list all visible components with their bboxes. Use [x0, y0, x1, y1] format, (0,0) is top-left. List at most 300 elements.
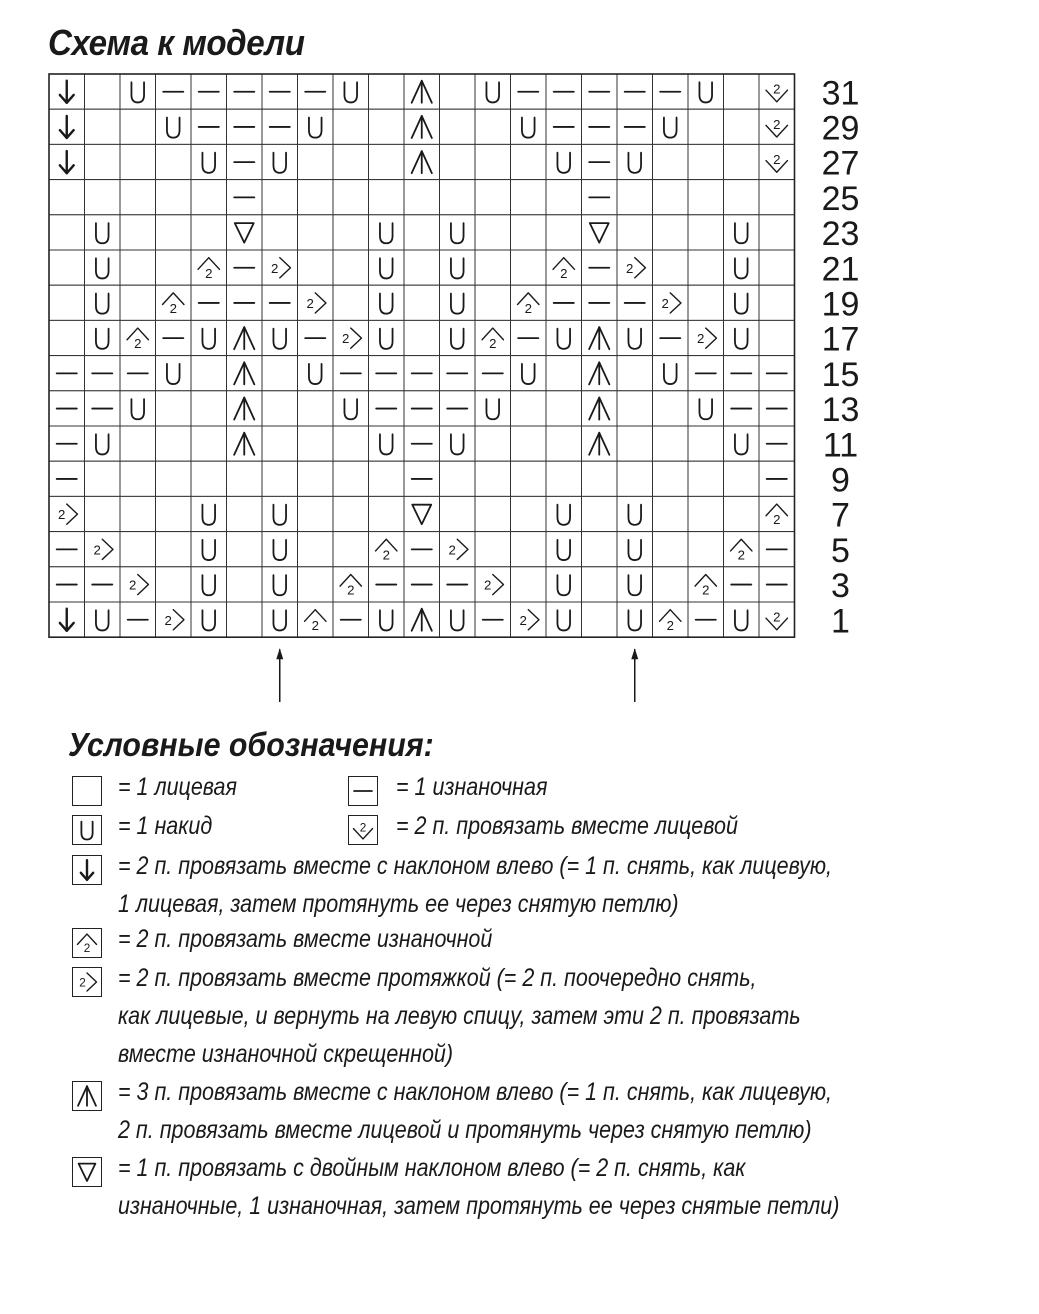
chart-cell — [582, 320, 618, 355]
chart-cell — [404, 109, 440, 144]
chart-cell — [759, 320, 795, 355]
chart-cell — [440, 74, 476, 109]
chart-cell — [85, 109, 121, 144]
chart-cell — [617, 426, 653, 461]
svg-text:2: 2 — [773, 609, 781, 625]
chart-cell — [333, 74, 369, 109]
chart-cell — [759, 567, 795, 602]
chart-cell — [475, 144, 511, 179]
chart-cell — [404, 461, 440, 496]
chart-cell — [475, 461, 511, 496]
chart-cell — [511, 74, 547, 109]
chart-cell — [262, 567, 298, 602]
chart-cell — [582, 144, 618, 179]
chart-cell — [404, 180, 440, 215]
chart-cell — [688, 356, 724, 391]
repeat-marker-arrow — [631, 648, 638, 702]
chart-cell — [688, 320, 724, 355]
chart-cell — [120, 426, 156, 461]
chart-cell — [404, 356, 440, 391]
chart-cell — [156, 567, 192, 602]
chart-cell — [759, 461, 795, 496]
chart-cell — [369, 215, 405, 250]
svg-text:2: 2 — [382, 547, 390, 563]
chart-cell — [120, 180, 156, 215]
row-number: 5 — [831, 531, 850, 570]
chart-cell — [49, 144, 85, 179]
tbl2tog-symbol — [73, 968, 101, 996]
chart-cell — [617, 496, 653, 531]
chart-cell — [546, 144, 582, 179]
chart-cell — [156, 320, 192, 355]
chart-cell — [617, 320, 653, 355]
chart-cell — [440, 426, 476, 461]
chart-cell — [49, 532, 85, 567]
chart-cell — [653, 180, 689, 215]
chart-cell — [369, 567, 405, 602]
chart-cell — [546, 426, 582, 461]
chart-cell — [49, 496, 85, 531]
chart-cell — [475, 320, 511, 355]
knit-symbol — [73, 777, 101, 805]
svg-text:2: 2 — [58, 507, 66, 523]
row-number: 21 — [821, 250, 860, 289]
chart-cell — [333, 215, 369, 250]
chart-cell — [759, 285, 795, 320]
chart-cell — [227, 356, 263, 391]
chart-cell — [85, 356, 121, 391]
chart-cell — [156, 215, 192, 250]
chart-cell — [262, 109, 298, 144]
chart-cell — [511, 250, 547, 285]
chart-cell — [617, 461, 653, 496]
chart-cell — [582, 602, 618, 637]
chart-cell — [191, 109, 227, 144]
chart-cell — [333, 567, 369, 602]
chart-cell — [262, 250, 298, 285]
chart-cell — [156, 180, 192, 215]
chart-cell — [369, 180, 405, 215]
chart-cell — [49, 180, 85, 215]
chart-cell — [120, 144, 156, 179]
chart-cell — [440, 285, 476, 320]
legend-symbol-box — [72, 855, 102, 885]
chart-cell — [653, 74, 689, 109]
chart-cell — [617, 180, 653, 215]
chart-cell — [546, 567, 582, 602]
chart-cell — [653, 602, 689, 637]
chart-cell — [85, 285, 121, 320]
chart-cell — [475, 180, 511, 215]
chart-cell — [653, 285, 689, 320]
svg-text:2: 2 — [560, 265, 568, 281]
chart-cell — [511, 461, 547, 496]
chart-cell — [617, 567, 653, 602]
chart-cell — [546, 320, 582, 355]
chart-cell — [369, 532, 405, 567]
chart-cell — [511, 532, 547, 567]
svg-text:2: 2 — [271, 260, 279, 276]
chart-cell — [404, 567, 440, 602]
svg-text:2: 2 — [773, 152, 781, 168]
chart-cell — [511, 496, 547, 531]
chart-cell — [617, 285, 653, 320]
chart-cell — [404, 426, 440, 461]
row-number: 3 — [831, 567, 850, 606]
svg-text:2: 2 — [773, 116, 781, 132]
chart-cell — [440, 144, 476, 179]
chart-cell — [262, 532, 298, 567]
chart-cell — [191, 602, 227, 637]
chart-cell — [369, 356, 405, 391]
chart-cell — [227, 215, 263, 250]
svg-text:2: 2 — [129, 577, 137, 593]
chart-cell — [511, 109, 547, 144]
svg-text:2: 2 — [773, 512, 781, 528]
chart-cell — [759, 602, 795, 637]
chart-cell — [511, 144, 547, 179]
chart-cell — [262, 461, 298, 496]
chart-cell — [440, 602, 476, 637]
chart-cell — [156, 532, 192, 567]
chart-cell — [156, 285, 192, 320]
chart-cell — [440, 320, 476, 355]
chart-cell — [511, 180, 547, 215]
legend-text: = 1 лицевая — [118, 773, 237, 801]
chart-cell — [688, 109, 724, 144]
chart-cell — [617, 215, 653, 250]
double-left-slant-symbol — [73, 1158, 101, 1186]
chart-cell — [404, 391, 440, 426]
chart-cell — [617, 391, 653, 426]
chart-cell — [546, 215, 582, 250]
chart-cell — [404, 285, 440, 320]
chart-cell — [369, 496, 405, 531]
svg-text:2: 2 — [134, 336, 142, 352]
chart-cell — [582, 496, 618, 531]
row-number: 15 — [821, 355, 860, 394]
row-number: 17 — [821, 320, 860, 359]
svg-text:2: 2 — [205, 265, 213, 281]
chart-cell — [333, 426, 369, 461]
row-number: 13 — [821, 391, 860, 430]
chart-cell — [227, 532, 263, 567]
chart-cell — [724, 250, 760, 285]
chart-cell — [85, 496, 121, 531]
svg-text:2: 2 — [448, 542, 456, 558]
svg-text:2: 2 — [311, 617, 319, 633]
chart-cell — [653, 567, 689, 602]
legend-text: = 1 изнаночная — [396, 773, 548, 801]
legend-symbol-box — [72, 1157, 102, 1187]
chart-cell — [546, 250, 582, 285]
chart-cell — [653, 215, 689, 250]
svg-text:2: 2 — [83, 941, 91, 955]
chart-cell — [653, 496, 689, 531]
chart-cell — [333, 532, 369, 567]
chart-cell — [191, 215, 227, 250]
chart-cell — [49, 74, 85, 109]
chart-cell — [688, 461, 724, 496]
chart-cell — [688, 180, 724, 215]
chart-cell — [653, 250, 689, 285]
legend-text: = 2 п. провязать вместе с наклоном влево (= 1 п. снять, как лицевую, — [118, 852, 833, 880]
chart-cell — [120, 215, 156, 250]
row-number: 7 — [831, 496, 850, 535]
legend-symbol-box — [348, 776, 378, 806]
chart-cell — [85, 567, 121, 602]
chart-cell — [688, 602, 724, 637]
legend-symbol-box — [348, 815, 378, 845]
chart-cell — [191, 285, 227, 320]
chart-cell — [333, 356, 369, 391]
chart-cell — [759, 144, 795, 179]
chart-cell — [85, 250, 121, 285]
chart-cell — [262, 602, 298, 637]
chart-cell — [617, 109, 653, 144]
chart-cell — [85, 602, 121, 637]
chart-cell — [298, 74, 334, 109]
chart-cell — [546, 602, 582, 637]
chart-cell — [688, 532, 724, 567]
chart-cell — [369, 426, 405, 461]
chart-cell — [333, 180, 369, 215]
chart-cell — [227, 461, 263, 496]
chart-cell — [724, 567, 760, 602]
chart-cell — [511, 567, 547, 602]
chart-cell — [298, 144, 334, 179]
chart-cell — [156, 426, 192, 461]
chart-cell — [546, 285, 582, 320]
svg-text:2: 2 — [347, 582, 355, 598]
chart-cell — [546, 461, 582, 496]
svg-text:2: 2 — [666, 617, 674, 633]
legend-text: вместе изнаночной скрещенной) — [118, 1040, 454, 1068]
chart-cell — [759, 180, 795, 215]
chart-cell — [582, 532, 618, 567]
chart-cell — [227, 496, 263, 531]
chart-cell — [333, 391, 369, 426]
chart-cell — [227, 180, 263, 215]
chart-cell — [227, 144, 263, 179]
chart-cell — [582, 215, 618, 250]
chart-cell — [475, 532, 511, 567]
row-number: 9 — [831, 461, 850, 500]
chart-cell — [546, 391, 582, 426]
chart-cell — [191, 567, 227, 602]
chart-cell — [440, 567, 476, 602]
legend-text: = 2 п. провязать вместе протяжкой (= 2 п. поочередно снять, — [118, 964, 757, 992]
chart-cell — [404, 74, 440, 109]
chart-cell — [49, 461, 85, 496]
chart-cell — [759, 391, 795, 426]
chart-cell — [404, 144, 440, 179]
chart-cell — [724, 496, 760, 531]
chart-cell — [262, 215, 298, 250]
chart-cell — [653, 391, 689, 426]
chart-cell — [688, 144, 724, 179]
chart-cell — [298, 532, 334, 567]
k3tog-left-symbol — [73, 1082, 101, 1110]
ssk-symbol — [73, 856, 101, 884]
svg-text:2: 2 — [306, 295, 314, 311]
row-number: 27 — [821, 144, 860, 183]
chart-cell — [49, 356, 85, 391]
chart-cell — [404, 496, 440, 531]
row-number: 25 — [821, 179, 860, 218]
chart-cell — [333, 144, 369, 179]
chart-cell — [724, 74, 760, 109]
chart-cell — [582, 356, 618, 391]
chart-cell — [298, 391, 334, 426]
chart-cell — [227, 109, 263, 144]
chart-cell — [333, 461, 369, 496]
chart-cell — [653, 356, 689, 391]
svg-text:2: 2 — [773, 81, 781, 97]
chart-cell — [759, 356, 795, 391]
svg-text:2: 2 — [169, 301, 177, 317]
chart-cell — [120, 602, 156, 637]
svg-text:2: 2 — [737, 547, 745, 563]
chart-cell — [724, 215, 760, 250]
chart-cell — [191, 496, 227, 531]
chart-cell — [653, 532, 689, 567]
chart-cell — [759, 532, 795, 567]
chart-cell — [404, 250, 440, 285]
svg-text:2: 2 — [661, 295, 669, 311]
chart-cell — [440, 250, 476, 285]
legend-text: 2 п. провязать вместе лицевой и протянуть через снятую петлю) — [118, 1116, 812, 1144]
chart-cell — [298, 426, 334, 461]
knitting-chart — [48, 72, 868, 702]
chart-cell — [120, 356, 156, 391]
svg-text:2: 2 — [342, 331, 350, 347]
legend-title: Условные обозначения: — [68, 726, 434, 763]
chart-cell — [724, 602, 760, 637]
chart-cell — [262, 285, 298, 320]
chart-cell — [120, 74, 156, 109]
chart-cell — [262, 144, 298, 179]
chart-cell — [191, 144, 227, 179]
chart-cell — [156, 109, 192, 144]
chart-cell — [227, 567, 263, 602]
chart-cell — [475, 285, 511, 320]
legend-text: изнаночные, 1 изнаночная, затем протянуть ее через снятые петли) — [118, 1192, 840, 1220]
chart-cell — [617, 144, 653, 179]
chart-cell — [404, 532, 440, 567]
chart-cell — [298, 180, 334, 215]
chart-cell — [724, 144, 760, 179]
chart-cell — [191, 532, 227, 567]
legend-symbol-box — [72, 967, 102, 997]
chart-cell — [724, 180, 760, 215]
chart-cell — [475, 602, 511, 637]
chart-cell — [156, 144, 192, 179]
chart-cell — [262, 356, 298, 391]
legend-text: = 1 накид — [118, 812, 213, 840]
chart-cell — [475, 426, 511, 461]
chart-cell — [191, 426, 227, 461]
chart-cell — [85, 144, 121, 179]
svg-text:2: 2 — [93, 542, 101, 558]
chart-cell — [156, 356, 192, 391]
chart-cell — [120, 391, 156, 426]
chart-cell — [369, 461, 405, 496]
chart-cell — [724, 532, 760, 567]
chart-cell — [440, 180, 476, 215]
chart-cell — [49, 109, 85, 144]
chart-cell — [191, 356, 227, 391]
chart-cell — [617, 602, 653, 637]
chart-cell — [298, 602, 334, 637]
chart-cell — [759, 250, 795, 285]
chart-cell — [511, 215, 547, 250]
chart-cell — [724, 461, 760, 496]
chart-cell — [156, 74, 192, 109]
chart-cell — [440, 461, 476, 496]
chart-cell — [262, 180, 298, 215]
chart-cell — [475, 496, 511, 531]
chart-cell — [724, 391, 760, 426]
chart-cell — [85, 180, 121, 215]
chart-cell — [724, 426, 760, 461]
chart-cell — [688, 74, 724, 109]
chart-cell — [369, 74, 405, 109]
chart-cell — [120, 320, 156, 355]
row-number: 29 — [821, 109, 860, 148]
chart-cell — [227, 74, 263, 109]
k2tog-symbol — [349, 816, 377, 844]
chart-cell — [85, 74, 121, 109]
purl-symbol — [349, 777, 377, 805]
legend-symbol-box — [72, 1081, 102, 1111]
p2tog-symbol — [73, 929, 101, 957]
chart-cell — [582, 567, 618, 602]
chart-cell — [156, 496, 192, 531]
chart-cell — [688, 567, 724, 602]
chart-cell — [724, 109, 760, 144]
chart-cell — [582, 461, 618, 496]
chart-cell — [511, 356, 547, 391]
chart-cell — [688, 250, 724, 285]
chart-cell — [653, 144, 689, 179]
chart-cell — [120, 461, 156, 496]
chart-cell — [191, 320, 227, 355]
legend-text: = 1 п. провязать с двойным наклоном влево (= 2 п. снять, как — [118, 1154, 746, 1182]
chart-cell — [582, 109, 618, 144]
svg-text:2: 2 — [359, 821, 367, 835]
chart-cell — [546, 532, 582, 567]
chart-cell — [475, 74, 511, 109]
svg-text:2: 2 — [79, 976, 86, 990]
chart-cell — [298, 215, 334, 250]
chart-cell — [759, 109, 795, 144]
chart-cell — [298, 356, 334, 391]
row-number: 19 — [821, 285, 860, 324]
chart-cell — [511, 426, 547, 461]
svg-text:2: 2 — [702, 582, 710, 598]
chart-cell — [759, 496, 795, 531]
chart-cell — [617, 532, 653, 567]
legend-symbol-box — [72, 815, 102, 845]
chart-cell — [688, 496, 724, 531]
chart-cell — [759, 74, 795, 109]
chart-cell — [369, 320, 405, 355]
chart-cell — [49, 320, 85, 355]
chart-cell — [653, 426, 689, 461]
chart-cell — [227, 320, 263, 355]
svg-text:2: 2 — [484, 577, 492, 593]
